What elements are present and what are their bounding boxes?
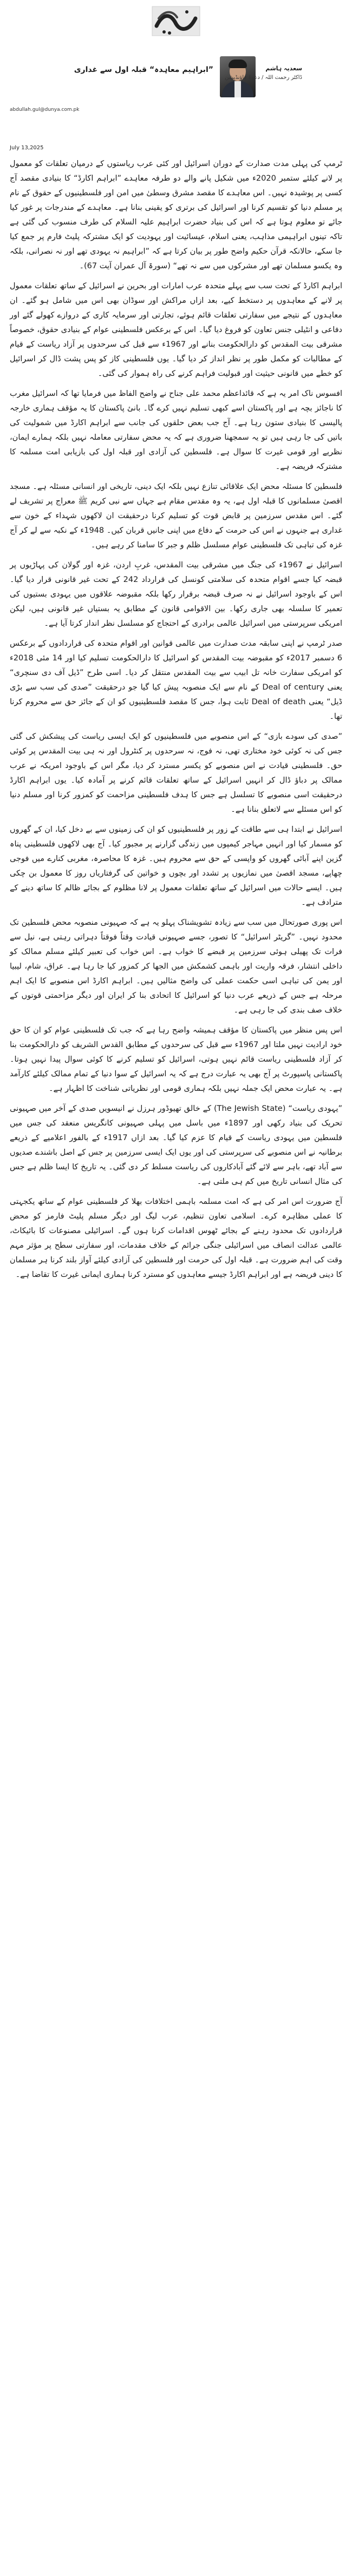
body-paragraph: ابراہم اکارڈ کے تحت سب سے پہلے متحدہ عرب امارات اور بحرین نے اسرائیل کے ساتھ تعلقات معمول پر لانے کے معاہدوں پر دستخط کیے، بعد ازاں مراکش اور سوڈان بھی اس میں شامل ہو گئے۔ ان معاہدوں کے نتیجے میں سفارتی تعلقات قائم ہوئے، تجارتی اور سرمایہ کاری کے دروازے کھولے گئے اور دفاعی و انٹیلی جنس تعاون کو فروغ دیا گیا۔ اس کے برعکس فلسطینی عوام کے بنیادی حقوق، خصوصاً مشرقی بیت المقدس کو دارالحکومت بنانے اور 1967ء سے قبل کی سرحدوں پر آزاد ریاست کے قیام کے مطالبات کو مکمل طور پر نظر انداز کر دیا گیا۔ یوں فلسطینی کاز کو پس پشت ڈال کر اسرائیل کو خطے میں قانونی حیثیت اور قبولیت فراہم کرنے کی راہ ہموار کی گئی۔ (10, 282, 342, 378)
author-email[interactable]: abdullah.gul@dunya.com.pk (10, 107, 80, 112)
byline (4, 49, 348, 157)
body-paragraph: اسرائیل نے 1967ء کی جنگ میں مشرقی بیت المقدس، غربِ اردن، غزہ اور گولان کی پہاڑیوں پر قبضہ کیا جسے اقوام متحدہ کی سلامتی کونسل کی قرارداد 242 کے تحت غیر قانونی قرار دیا گیا۔ اس کے باوجود اسرائیل نے نہ صرف قبضہ برقرار رکھا بلکہ مقبوضہ علاقوں میں یہودی بستیوں کی تعمیر کا سلسلہ بھی جاری رکھا۔ بین الاقوامی قانون کے مطابق یہ بستیاں غیر قانونی ہیں، لیکن امریکی سرپرستی میں اسرائیل عالمی برادری کے احتجاج کو مسلسل نظر انداز کرتا آیا ہے۔ (10, 561, 342, 628)
dunya-logo-icon (147, 2, 205, 40)
body-paragraph: ٹرمپ کی پہلی مدت صدارت کے دوران اسرائیل اور کئی عرب ریاستوں کے درمیان تعلقات کو معمول پر لانے کیلئے ستمبر 2020ء میں شکیل پانے والے دو طرفہ معاہدے ”ابراہم اکارڈ“ کا بنیادی مقصد آج کسی پر پوشیدہ نہیں۔ اس معاہدے کا مقصد مشرق وسطیٰ میں امن اور فلسطینیوں کے حقوق کے نام پر مسلم دنیا کو تقسیم کرنا اور اسرائیل کی برتری کو یقینی بنانا ہے۔ معاہدے کے مندرجات پر غور کیا جائے تو معلوم ہوتا ہے کہ اس کی بنیاد حضرت ابراہیم علیہ السلام کی طرف منسوب کی گئی ہے تاکہ تینوں ابراہیمی مذاہب، یعنی اسلام، عیسائیت اور یہودیت کو ایک مشترکہ پلیٹ فارم پر جمع کیا جا سکے، حالانکہ قرآن حکیم واضح طور پر بیان کرتا ہے کہ ”ابراہیم نہ یہودی تھے اور نہ نصرانی، بلکہ وہ یکسو مسلمان تھے اور مشرکوں میں سے نہ تھے“ (سورۃ آل عمران آیت 67)۔ (10, 160, 342, 270)
body-paragraph: ”یہودی ریاست“ (The Jewish State) کے خالق تھیوڈور ہرزل نے انیسویں صدی کے آخر میں صہیونی تحریک کی بنیاد رکھی اور 1897ء میں باسل میں پہلی صہیونی کانگریس منعقد کی جس میں فلسطین میں یہودی ریاست کے قیام کا عزم کیا گیا۔ بعد ازاں 1917ء کے بالفور اعلامیے کے ذریعے برطانیہ نے اس منصوبے کی سرپرستی کی اور یوں ایک ایسی سرزمین پر جس کے اصل باشندے صدیوں سے آباد تھے، باہر سے لائے گئے آبادکاروں کی ریاست مسلط کر دی گئی۔ یہ تاریخ کا ایسا ظلم ہے جس کی مثال انسانی تاریخ میں کم ہی ملتی ہے۔ (10, 1104, 342, 1186)
column-headline: ”ابراہیم معاہدہ“ قبلہ اول سے غداری (74, 65, 213, 74)
body-paragraph: آج ضرورت اس امر کی ہے کہ امت مسلمہ باہمی اختلافات بھلا کر فلسطینی عوام کے ساتھ یکجہتی کا عملی مظاہرہ کرے۔ اسلامی تعاون تنظیم، عرب لیگ اور دیگر مسلم پلیٹ فارمز کو محض قراردادوں تک محدود رہنے کے بجائے ٹھوس اقدامات کرنا ہوں گے۔ اسرائیلی مصنوعات کا بائیکاٹ، عالمی عدالت انصاف میں اسرائیلی جنگی جرائم کے خلاف مقدمات، اور سفارتی سطح پر مؤثر مہم وقت کی اہم ضرورت ہے۔ قبلہ اول کی حرمت اور فلسطین کی آزادی کیلئے آواز بلند کرنا ہر مسلمان کا دینی فریضہ ہے اور ابراہم اکارڈ جیسے معاہدوں کو مسترد کرنا ہماری ایمانی غیرت کا تقاضا ہے۔ (10, 1197, 342, 1279)
body-paragraph: اس پس منظر میں پاکستان کا مؤقف ہمیشہ واضح رہا ہے کہ جب تک فلسطینی عوام کو ان کا حق خود ارادیت نہیں ملتا اور 1967ء سے قبل کی سرحدوں کے مطابق القدس الشریف کو دارالحکومت بنا کر آزاد فلسطینی ریاست قائم نہیں ہوتی، اسرائیل کو تسلیم کرنے کا کوئی سوال پیدا نہیں ہوتا۔ پاکستانی پاسپورٹ پر آج بھی یہ عبارت درج ہے کہ یہ اسرائیل کے سوا دنیا کے تمام ممالک کیلئے کارآمد ہے۔ یہ عبارت محض ایک جملہ نہیں بلکہ ہماری قومی اور نظریاتی شناخت کا اظہار ہے۔ (10, 1026, 343, 1093)
masthead (4, 2, 348, 49)
publish-date: July 13,2025 (10, 145, 44, 151)
body-paragraph: اسرائیل نے ابتدا ہی سے طاقت کے زور پر فلسطینیوں کو ان کی زمینوں سے بے دخل کیا، ان کے گھروں کو مسمار کیا اور انہیں مہاجر کیمپوں میں زندگی گزارنے پر مجبور کیا۔ آج بھی لاکھوں فلسطینی پناہ گزین اپنے آبائی گھروں کو واپسی کے حق سے محروم ہیں۔ غزہ کا محاصرہ، مغربی کنارے میں فوجی چھاپے، مسجد اقصیٰ میں نمازیوں پر تشدد اور بچوں و خواتین کی گرفتاریاں روز کا معمول بن چکی ہیں۔ ایسے حالات میں اسرائیل کے ساتھ تعلقات معمول پر لانا مظلوم کے بجائے ظالم کا ساتھ دینے کے مترادف ہے۔ (10, 825, 342, 907)
author-name: سعدیہ ہاشم (265, 65, 302, 72)
author-title: ڈاکٹر رحمت اللہ / دعوۃ فاؤنڈیشن (225, 75, 302, 81)
body-paragraph: ”صدی کی سودے بازی“ کے اس منصوبے میں فلسطینیوں کو ایک ایسی ریاست کی پیشکش کی گئی جس کی نہ کوئی خود مختاری تھی، نہ فوج، نہ سرحدوں پر کنٹرول اور نہ ہی بیت المقدس پر کوئی حق۔ فلسطینی قیادت نے اس منصوبے کو یکسر مسترد کر دیا، مگر اس کے باوجود امریکہ نے عرب ممالک پر دباؤ ڈال کر انہیں اسرائیل کے ساتھ تعلقات قائم کرنے پر آمادہ کیا۔ یوں ابراہم اکارڈ درحقیقت اسی منصوبے کا تسلسل ہے جس کا ہدف فلسطینی مزاحمت کو کمزور کرنا اور مسلم دنیا کو اس مسئلے سے لاتعلق بنانا ہے۔ (10, 732, 342, 814)
body-paragraph: اس پوری صورتحال میں سب سے زیادہ تشویشناک پہلو یہ ہے کہ صہیونی منصوبہ محض فلسطین تک محدود نہیں۔ ”گریٹر اسرائیل“ کا تصور، جسے صہیونی قیادت وقتاً فوقتاً دہراتی رہتی ہے، نیل سے فرات تک پھیلی ہوئی سرزمین پر قبضے کا خواب ہے۔ اس خواب کی تعبیر کیلئے مسلم ممالک کو داخلی انتشار، فرقہ واریت اور باہمی کشمکش میں الجھا کر کمزور کیا جا رہا ہے۔ عراق، شام، لیبیا اور یمن کی تباہی اسی حکمت عملی کی واضح مثالیں ہیں۔ ابراہم اکارڈ اس منصوبے کا ایک اہم مرحلہ ہے جس کے ذریعے عرب دنیا کو اسرائیل کا اتحادی بنا کر ایران اور دیگر مزاحمتی قوتوں کے خلاف صف بندی کی جا رہی ہے۔ (10, 918, 342, 1015)
body-paragraph: فلسطین کا مسئلہ محض ایک علاقائی تنازع نہیں بلکہ ایک دینی، تاریخی اور انسانی مسئلہ ہے۔ مسجد اقصیٰ مسلمانوں کا قبلہ اول ہے، یہ وہ مقدس مقام ہے جہاں سے نبی کریم ﷺ معراج پر تشریف لے گئے۔ اس مقدس سرزمین پر قابض قوت کو تسلیم کرنا درحقیقت ان لاکھوں شہداء کے خون سے غداری ہے جنہوں نے اس کی حرمت کے دفاع میں اپنی جانیں قربان کیں۔ 1948ء کے نکبہ سے لے کر آج غزہ کی تباہی تک فلسطینی عوام مسلسل ظلم و جبر کا سامنا کر رہے ہیں۔ (10, 482, 342, 549)
column-body (10, 157, 342, 1282)
newspaper-column-page (0, 2, 352, 2576)
body-paragraph: صدر ٹرمپ نے اپنی سابقہ مدت صدارت میں عالمی قوانین اور اقوام متحدہ کی قراردادوں کے برعکس 6 دسمبر 2017ء کو مقبوضہ بیت المقدس کو اسرائیل کا دارالحکومت تسلیم کیا اور 14 مئی 2018ء کو امریکی سفارت خانہ تل ابیب سے بیت المقدس منتقل کر دیا۔ اسی طرح ”ڈیل آف دی سنچری“ یعنی Deal of century کے نام سے ایک منصوبہ پیش کیا گیا جو درحقیقت ”صدی کی سب سے بڑی ڈیل“ یعنی Deal of death ثابت ہوا، جس کا مقصد فلسطینیوں کو ان کے جائز حق سے محروم کرنا تھا۔ (10, 639, 342, 721)
body-paragraph: افسوس ناک امر یہ ہے کہ قائداعظم محمد علی جناح نے واضح الفاظ میں فرمایا تھا کہ اسرائیل مغرب کا ناجائز بچہ ہے اور پاکستان اسے کبھی تسلیم نہیں کرے گا۔ بانیٔ پاکستان کا یہ مؤقف ہماری خارجہ پالیسی کا بنیادی ستون رہا ہے۔ آج جب بعض حلقوں کی جانب سے ابراہم اکارڈ میں شمولیت کی باتیں کی جا رہی ہیں تو یہ سمجھنا ضروری ہے کہ یہ محض سفارتی معاملہ نہیں بلکہ ہمارے ایمان، نظریے اور قومی غیرت کا سوال ہے۔ فلسطین کی آزادی اور قبلہ اول کی بازیابی امت مسلمہ کا مشترکہ فریضہ ہے۔ (10, 389, 342, 471)
